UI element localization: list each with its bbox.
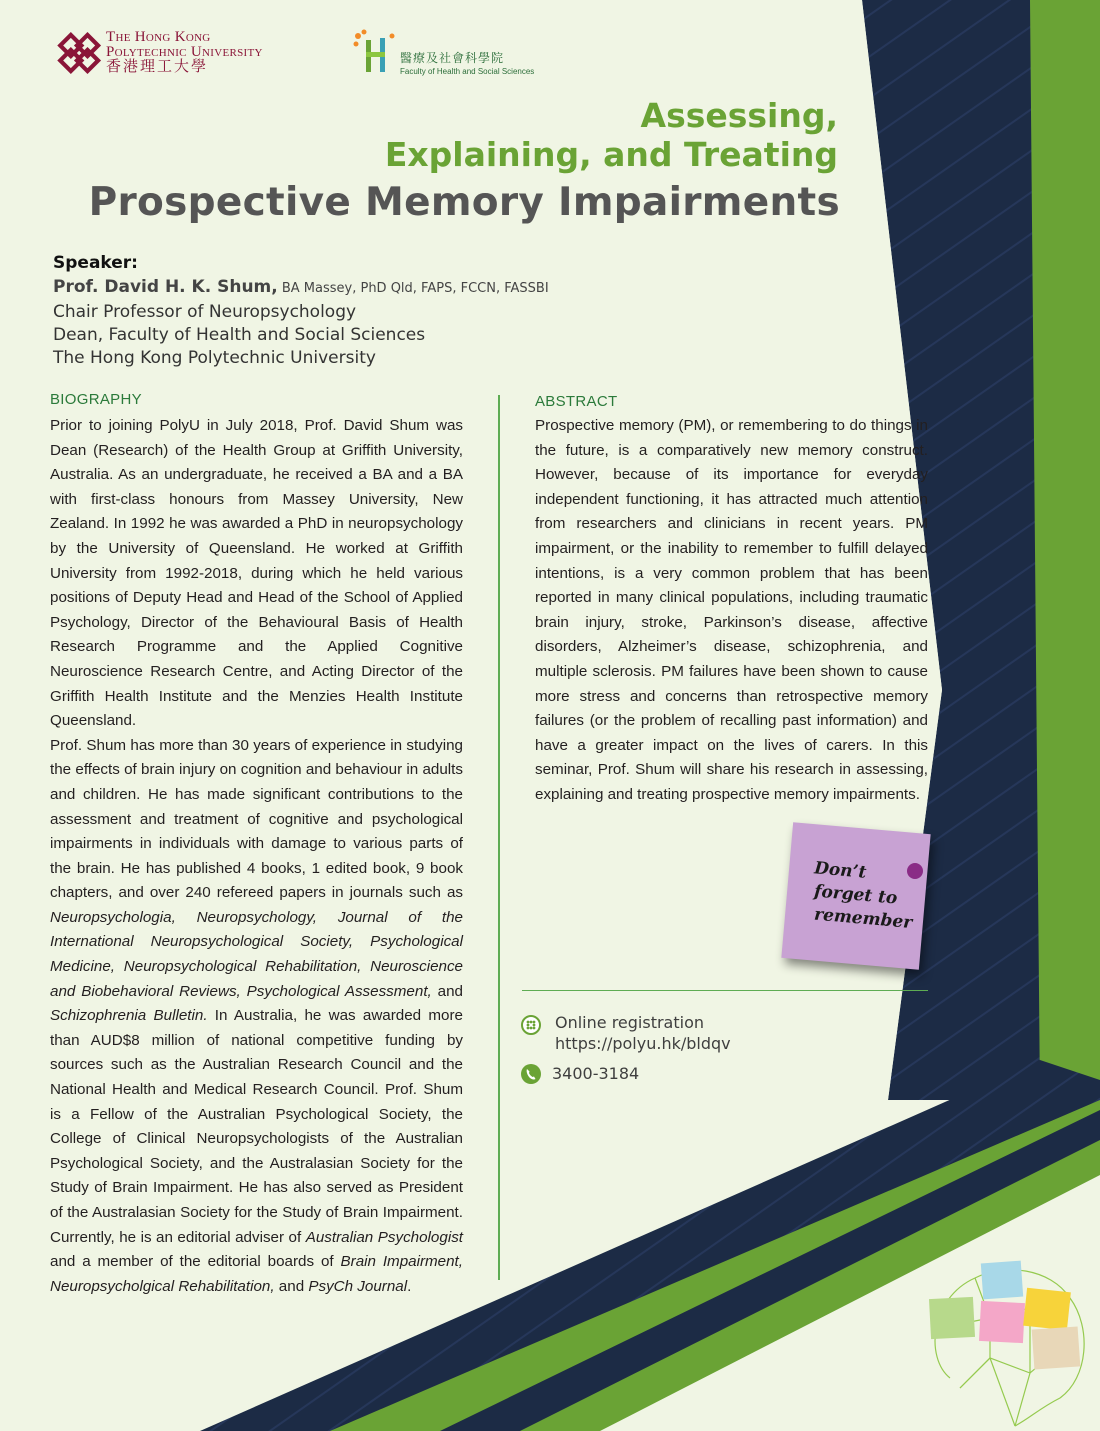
speaker-name: Prof. David H. K. Shum, — [53, 277, 278, 297]
sticky-note-line-2: forget to — [813, 881, 899, 909]
brain-note-5 — [1032, 1326, 1081, 1369]
abstract-heading: ABSTRACT — [535, 393, 618, 410]
fhss-name-zh: 醫療及社會科學院 — [400, 51, 505, 65]
sticky-note-text — [809, 857, 925, 935]
bio-journals: Brain Impairment, Neuropsycholgical Rehabilitation, — [50, 1253, 464, 1295]
polyu-wordmark — [106, 30, 263, 75]
phone-number: 3400-3184 — [552, 1064, 640, 1083]
bio-text-segment: In Australia, he was awarded more than AUD$8 million of national competitive funding by sources such as the Australian Research Council and the National Health and Medical Research Council. Prof. Shum is a Fellow of the Australian Psychological Society, the College of Clinical Neuropsychologists of the Australian Psychological Society, and the Australasian Society for the Study of Brain Impairment. He has also served as President of the Australasian Society for the Study of Brain Impairment. Currently, he is an editorial adviser of — [50, 1007, 463, 1246]
brain-note-4 — [1023, 1288, 1071, 1330]
brain-note-2 — [929, 1297, 975, 1339]
speaker-block — [53, 251, 549, 370]
speaker-title-3: The Hong Kong Polytechnic University — [53, 348, 376, 368]
fhss-wordmark — [400, 52, 534, 78]
column-divider — [498, 395, 500, 1280]
bio-text-segment: and — [431, 982, 463, 1000]
phone-icon — [521, 1064, 541, 1084]
bio-journals: Schizophrenia Bulletin. — [50, 1007, 208, 1025]
abstract-text: Prospective memory (PM), or remembering to do things in the future, is a comparatively new memory construct. However, because of its importance for everyday independent functioning, it has attracted much attention from researchers and clinicians in recent years. PM impairment, or the inability to remember to fulfill delayed intentions, is a very common problem that has been reported in many clinical populations, including traumatic brain injury, stroke, Parkinson’s disease, affective disorders, Alzheimer’s disease, schizophrenia, and multiple sclerosis. PM failures have been shown to cause more stress and concerns than retrospective memory failures (or the problem of recalling past information) and have a greater impact on the lives of carers. In this seminar, Prof. Shum will share his research in assessing, explaining and treating prospective memory impairments. — [535, 417, 928, 803]
polyu-name-line1: The Hong Kong — [106, 29, 211, 45]
bio-text-segment: Prof. Shum has more than 30 years of experience in studying the effects of brain injury on cognition and behaviour in adults and children. He has made significant contributions to the assessment and treatment of cognitive and psychological impairments in individuals with damage to various parts of the brain. He has published 4 books, 1 edited book, 9 book chapters, and over 240 refereed papers in journals such as — [50, 736, 463, 902]
speaker-credentials: BA Massey, PhD Qld, FAPS, FCCN, FASSBI — [277, 281, 549, 296]
speaker-name-line — [53, 275, 549, 301]
bio-journals: Neuropsychologia, Neuropsychology, Journal of the International Neuropsychological Society, Psychological Medicine, Neuropsychological Rehabilitation, Neuroscience and Biobehavioral Reviews, Psychological Assessment, — [50, 908, 463, 1000]
registration-link[interactable]: https://polyu.hk/bldqv — [555, 1034, 731, 1053]
speaker-title-2: Dean, Faculty of Health and Social Sciences — [53, 325, 426, 345]
biography-paragraph-2 — [50, 734, 463, 1300]
abstract-body — [535, 414, 928, 808]
contact-divider — [522, 990, 928, 991]
fhss-name-en: Faculty of Health and Social Sciences — [400, 67, 535, 76]
polyu-name-zh: 香港理工大學 — [106, 59, 209, 75]
biography-heading: BIOGRAPHY — [50, 391, 142, 408]
title-line-1: Assessing, — [640, 96, 838, 135]
bio-text-segment: . — [407, 1277, 412, 1295]
bio-text-segment: and a member of the editorial boards of — [50, 1253, 341, 1271]
polyu-logo-icon — [55, 28, 105, 78]
registration-label: Online registration — [555, 1013, 705, 1032]
polyu-name-line2: Polytechnic University — [106, 44, 263, 60]
sticky-note-line-3: remember — [813, 904, 913, 933]
bio-text-segment: and — [274, 1277, 309, 1295]
web-icon — [521, 1015, 541, 1035]
speaker-label: Speaker: — [53, 253, 138, 273]
speaker-title-1: Chair Professor of Neuropsychology — [53, 302, 357, 322]
registration-block — [555, 1012, 731, 1054]
bio-journals: Australian Psychologist — [305, 1228, 464, 1246]
title-main: Prospective Memory Impairments — [88, 180, 840, 225]
biography-body — [50, 414, 463, 1299]
biography-paragraph-1: Prior to joining PolyU in July 2018, Prof. David Shum was Dean (Research) of the Health Group at Griffith University, Australia. As an undergraduate, he received a BA and a BA with first-class honours from Massey University, New Zealand. In 1992 he was awarded a PhD in neuropsychology by the University of Queensland. He worked at Griffith University from 1992-2018, during which he held various positions of Deputy Head and Head of the School of Applied Psychology, Director of the Behavioural Basis of Health Research Programme and the Applied Cognitive Neuroscience Research Centre, and Acting Director of the Griffith Health Institute and the Menzies Health Institute Queensland. — [50, 417, 463, 730]
brain-note-3 — [979, 1301, 1025, 1343]
sticky-note-line-1: Don’t — [813, 858, 868, 883]
fhss-logo-icon — [352, 28, 398, 74]
brain-note-1 — [981, 1261, 1023, 1300]
title-line-2: Explaining, and Treating — [384, 135, 838, 174]
bio-journals: PsyCh Journal — [308, 1277, 408, 1295]
